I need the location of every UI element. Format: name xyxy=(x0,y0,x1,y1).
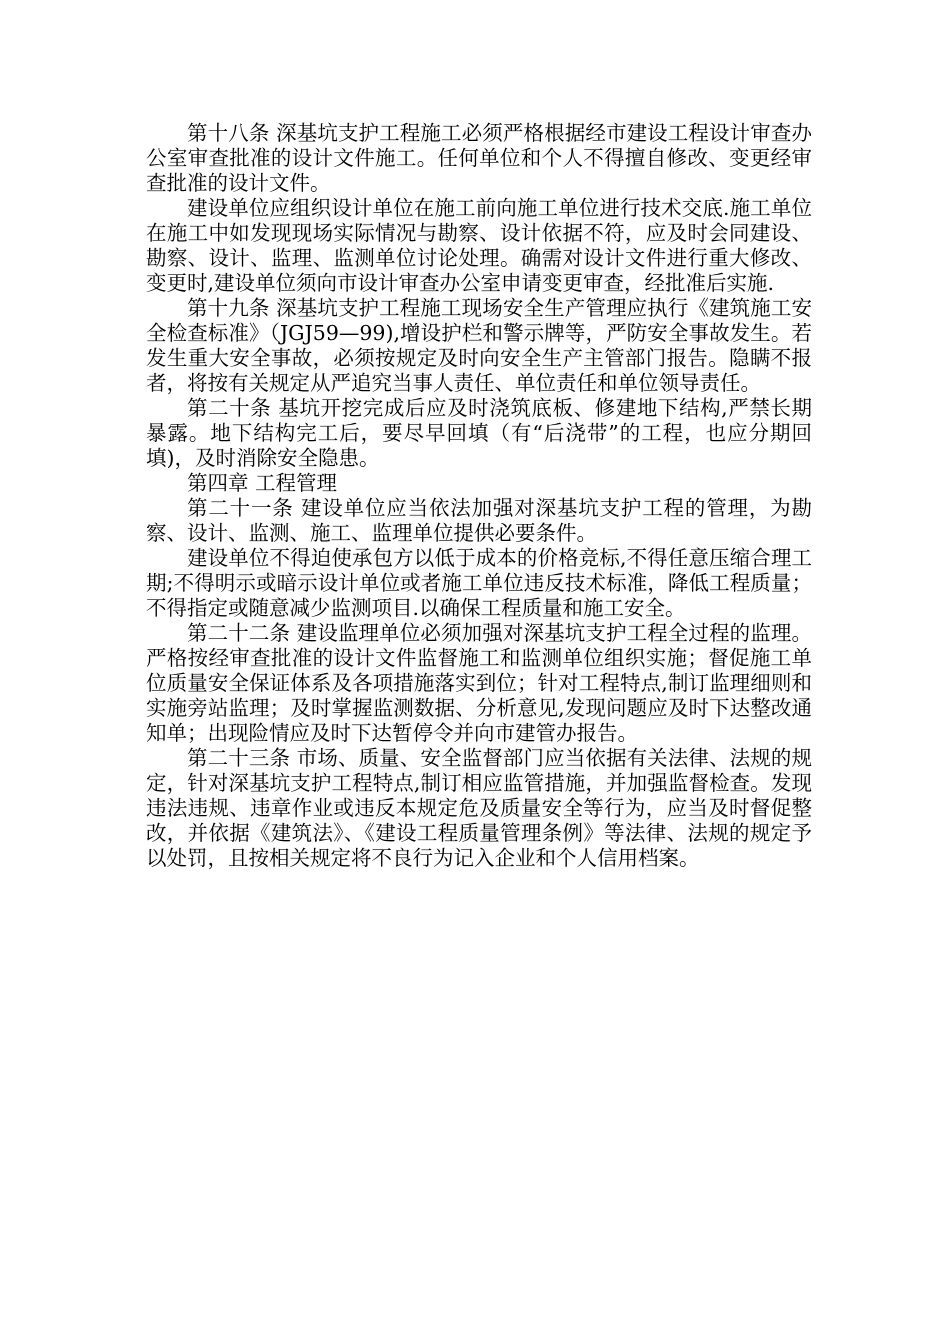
article-21-paragraph: 第二十一条 建设单位应当依法加强对深基坑支护工程的管理，为勘察、设计、监测、施工、监理单位提供必要条件。 xyxy=(146,496,812,545)
article-20-paragraph: 第二十条 基坑开挖完成后应及时浇筑底板、修建地下结构,严禁长期暴露。地下结构完工后，要尽早回填（有“后浇带”的工程，也应分期回填)，及时消除安全隐患。 xyxy=(146,396,812,470)
article-18-paragraph: 第十八条 深基坑支护工程施工必须严格根据经市建设工程设计审查办公室审查批准的设计文件施工。任何单位和个人不得擅自修改、变更经审查批准的设计文件。 xyxy=(146,121,812,195)
article-18-continuation-paragraph: 建设单位应组织设计单位在施工前向施工单位进行技术交底.施工单位在施工中如发现现场实际情况与勘察、设计依据不符，应及时会同建设、勘察、设计、监理、监测单位讨论处理。确需对设计文件进行重大修改、变更时,建设单位须向市设计审查办公室申请变更审查，经批准后实施. xyxy=(146,196,812,295)
chapter-4-heading: 第四章 工程管理 xyxy=(187,471,338,495)
document-body xyxy=(146,121,812,871)
article-19-paragraph: 第十九条 深基坑支护工程施工现场安全生产管理应执行《建筑施工安全检查标准》（JGJ59—99),增设护栏和警示牌等，严防安全事故发生。若发生重大安全事故，必须按规定及时向安全生产主管部门报告。隐瞒不报者，将按有关规定从严追究当事人责任、单位责任和单位领导责任。 xyxy=(146,296,812,395)
article-22-paragraph: 第二十二条 建设监理单位必须加强对深基坑支护工程全过程的监理。严格按经审查批准的设计文件监督施工和监测单位组织实施；督促施工单位质量安全保证体系及各项措施落实到位；针对工程特点,制订监理细则和实施旁站监理；及时掌握监测数据、分析意见,发现问题应及时下达整改通知单；出现险情应及时下达暂停令并向市建管办报告。 xyxy=(146,621,812,745)
article-21-continuation-paragraph: 建设单位不得迫使承包方以低于成本的价格竞标,不得任意压缩合理工期;不得明示或暗示设计单位或者施工单位违反技术标准，降低工程质量；不得指定或随意减少监测项目.以确保工程质量和施工安全。 xyxy=(146,546,812,620)
article-23-paragraph: 第二十三条 市场、质量、安全监督部门应当依据有关法律、法规的规定，针对深基坑支护工程特点,制订相应监管措施，并加强监督检查。发现违法违规、违章作业或违反本规定危及质量安全等行为，应当及时督促整改，并依据《建筑法》、《建设工程质量管理条例》等法律、法规的规定予以处罚，且按相关规定将不良行为记入企业和个人信用档案。 xyxy=(146,746,812,870)
